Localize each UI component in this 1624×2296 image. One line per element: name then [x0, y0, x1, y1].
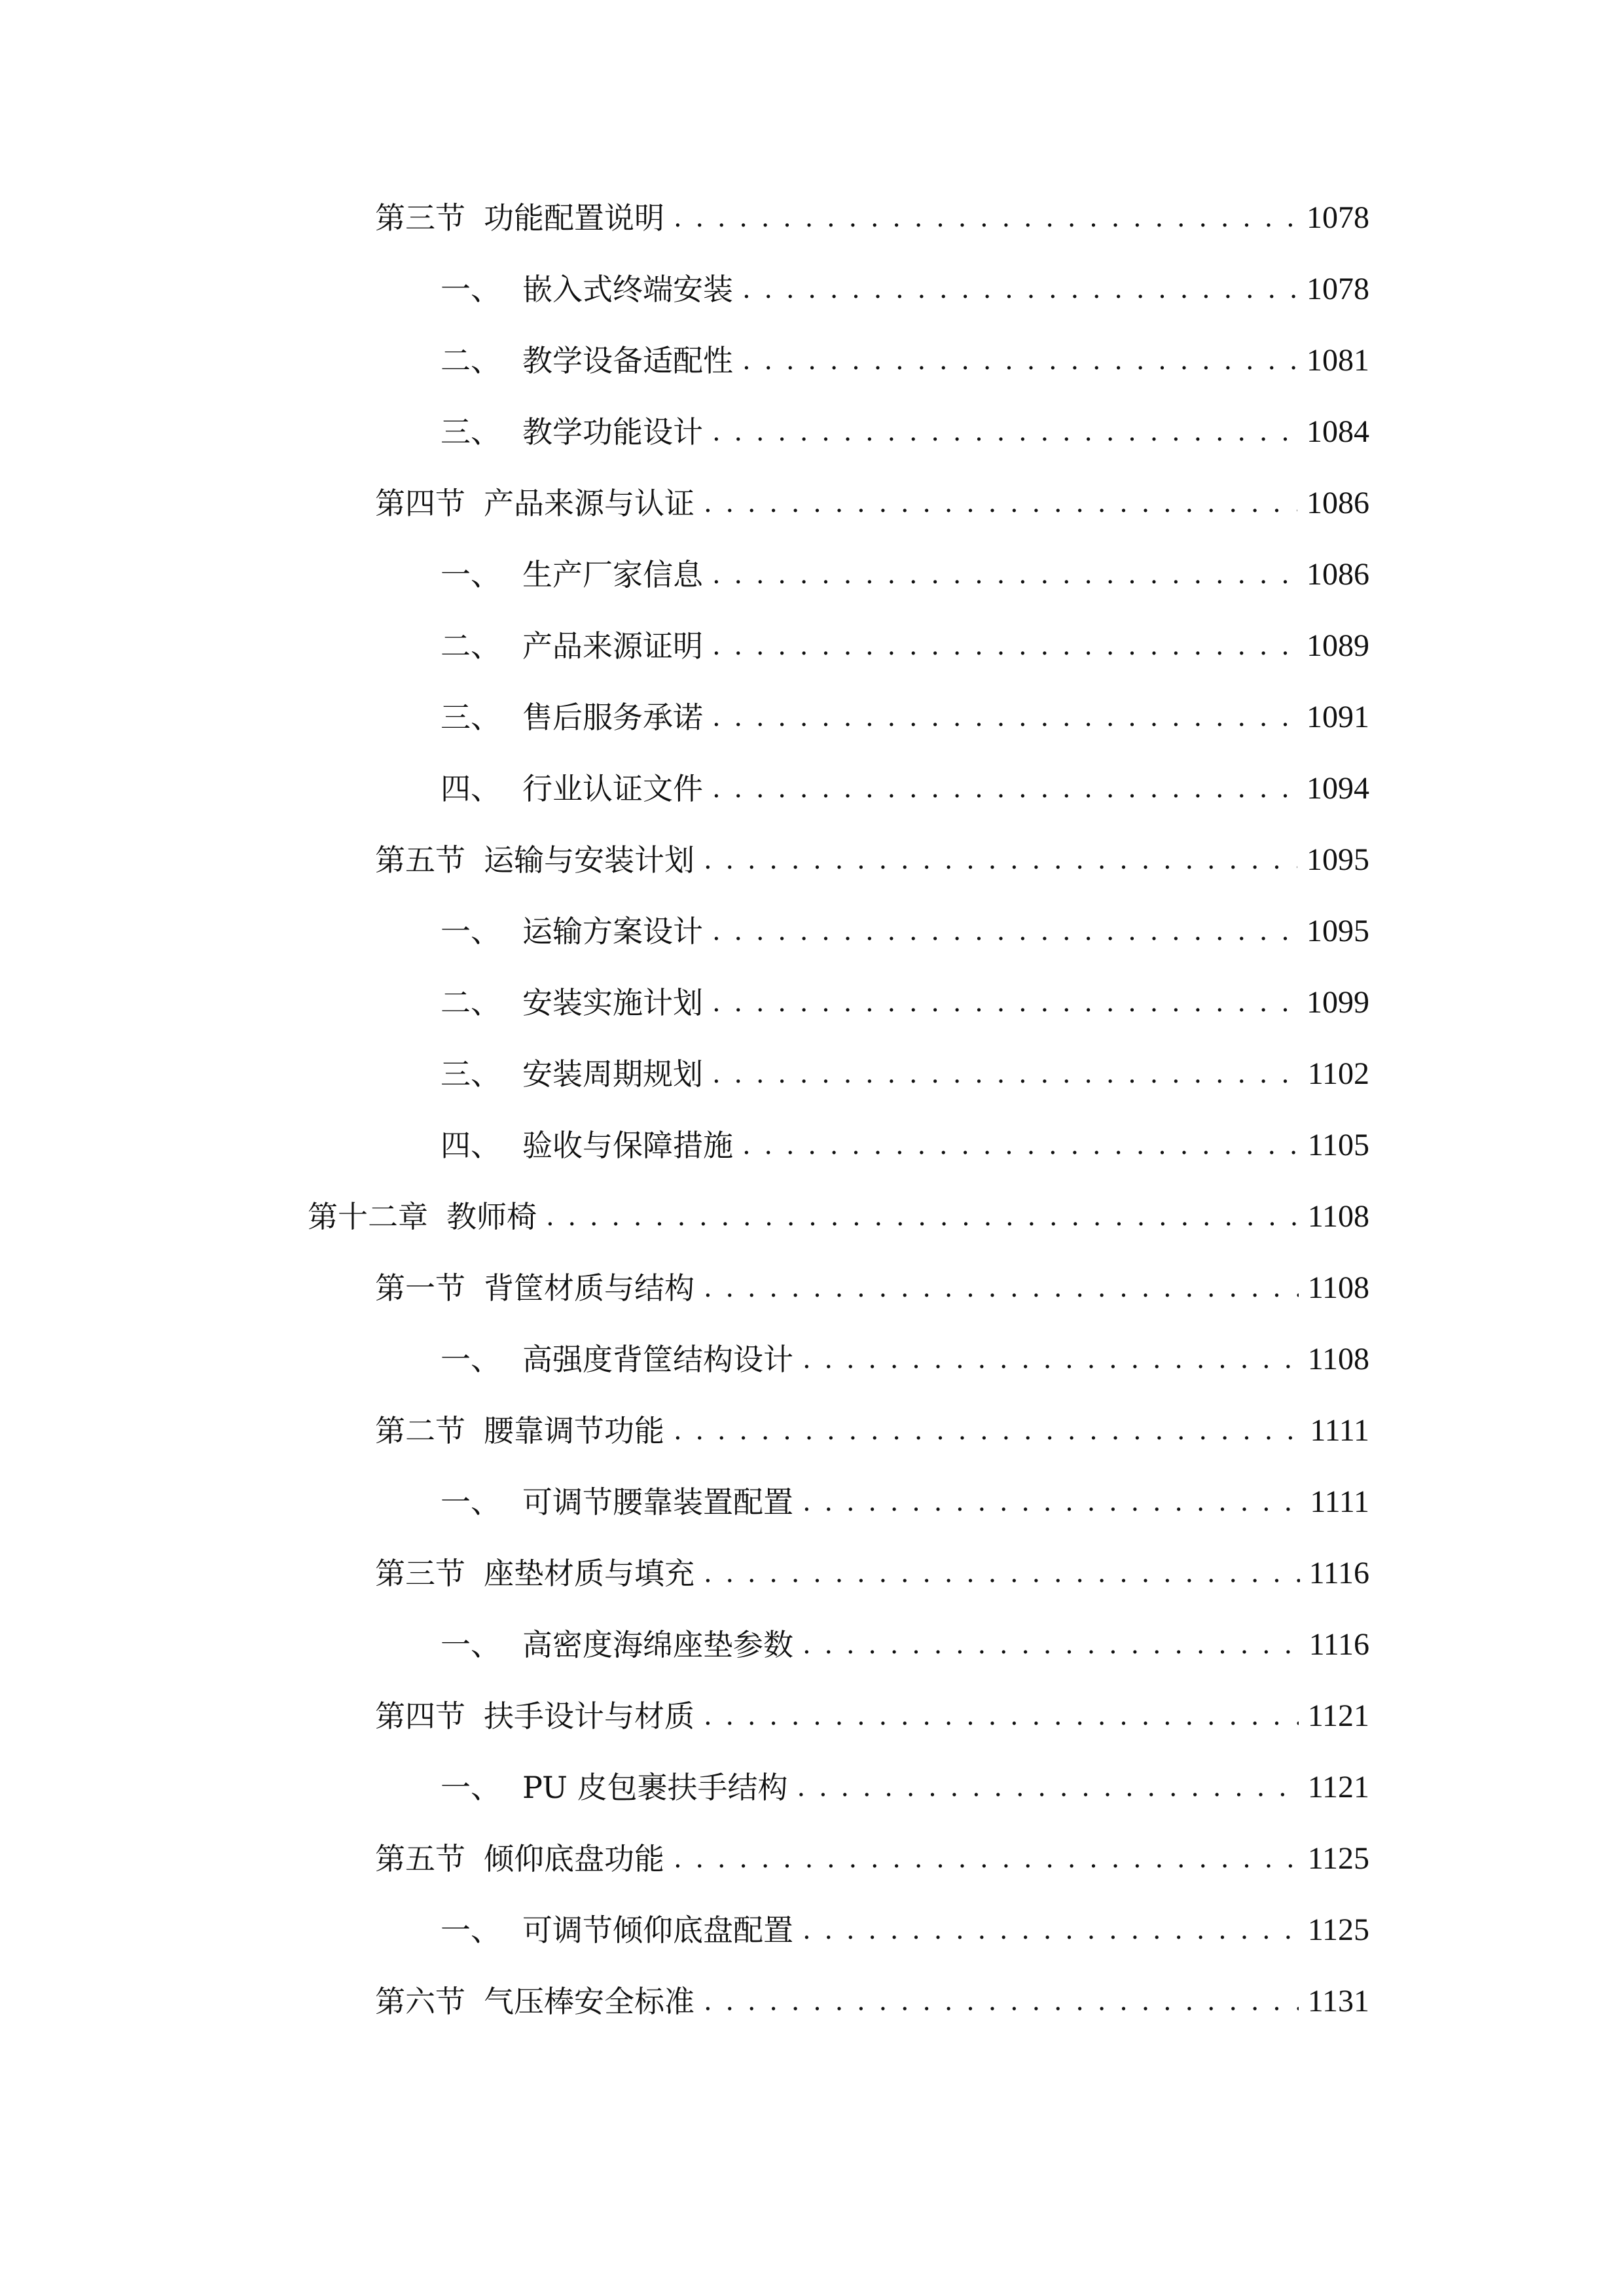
dot-leader [704, 477, 1297, 529]
toc-entry-title: 运输与安装计划 [484, 842, 695, 878]
toc-entry-number: 二、 [441, 343, 501, 378]
toc-entry-title: 扶手设计与材质 [484, 1698, 695, 1734]
toc-entry-title: 安装周期规划 [522, 1056, 703, 1092]
toc-entry[interactable] [441, 905, 1369, 958]
dot-leader [712, 548, 1297, 601]
toc-entry-page: 1084 [1307, 414, 1369, 449]
toc-entry-page: 1108 [1307, 1199, 1369, 1234]
toc-entry[interactable] [441, 406, 1369, 458]
toc-entry-page: 1099 [1307, 985, 1369, 1020]
toc-entry-title: 行业认证文件 [522, 771, 703, 806]
dot-leader [704, 1262, 1299, 1314]
toc-entry-number: 一、 [441, 914, 501, 949]
toc-entry-page: 1086 [1307, 486, 1369, 520]
dot-leader [712, 977, 1297, 1029]
dot-leader [712, 406, 1297, 458]
toc-entry-title: 可调节腰靠装置配置 [522, 1484, 793, 1520]
toc-entry-page: 1125 [1307, 1841, 1369, 1876]
dot-leader [742, 334, 1297, 387]
toc-entry[interactable] [375, 1405, 1369, 1457]
dot-leader [803, 1619, 1300, 1671]
dot-leader [712, 762, 1297, 815]
toc-entry-number: 第二节 [375, 1413, 465, 1448]
toc-entry[interactable] [375, 192, 1369, 244]
toc-entry-page: 1111 [1310, 1413, 1369, 1448]
toc-entry[interactable] [375, 1690, 1369, 1742]
toc-entry[interactable] [441, 263, 1369, 315]
toc-entry[interactable] [375, 1975, 1369, 2028]
toc-entry-page: 1111 [1310, 1484, 1369, 1519]
toc-entry-page: 1089 [1307, 628, 1369, 663]
dot-leader [712, 691, 1297, 744]
dot-leader [803, 1904, 1299, 1956]
dot-leader [803, 1333, 1299, 1386]
dot-leader [546, 1191, 1299, 1243]
toc-entry-title: 高密度海绵座垫参数 [522, 1627, 793, 1662]
toc-entry[interactable] [375, 477, 1369, 529]
toc-entry-page: 1131 [1307, 1984, 1369, 2018]
toc-entry-title: 验收与保障措施 [522, 1128, 733, 1163]
toc-entry[interactable] [441, 620, 1369, 672]
toc-entry-number: 第四节 [375, 1698, 465, 1734]
toc-entry-page: 1105 [1307, 1128, 1369, 1162]
dot-leader [704, 1547, 1300, 1600]
toc-entry-page: 1078 [1307, 272, 1369, 306]
toc-entry-page: 1121 [1307, 1698, 1369, 1733]
toc-entry[interactable] [375, 1547, 1369, 1600]
toc-entry-title: 教学功能设计 [522, 414, 703, 450]
toc-entry-title: 座垫材质与填充 [484, 1556, 695, 1591]
dot-leader [674, 1405, 1301, 1457]
toc-entry-page: 1081 [1307, 343, 1369, 378]
toc-entry-title: 运输方案设计 [522, 914, 703, 949]
toc-entry-page: 1095 [1307, 914, 1369, 948]
dot-leader [797, 1761, 1299, 1814]
toc-entry-page: 1108 [1307, 1342, 1369, 1376]
toc-entry[interactable] [441, 691, 1369, 744]
toc-entry-title: 产品来源证明 [522, 628, 703, 664]
toc-entry-page: 1078 [1307, 200, 1369, 235]
toc-entry[interactable] [441, 1119, 1369, 1172]
toc-entry-title: 气压棒安全标准 [484, 1984, 695, 2019]
toc-entry-title: 生产厂家信息 [522, 557, 703, 592]
toc-entry-number: 第六节 [375, 1984, 465, 2019]
toc-entry-number: 第三节 [375, 1556, 465, 1591]
toc-entry-number: 二、 [441, 628, 501, 664]
toc-entry-title: 嵌入式终端安装 [522, 272, 733, 307]
toc-entry-title: 倾仰底盘功能 [484, 1841, 664, 1876]
toc-entry-title: 可调节倾仰底盘配置 [522, 1912, 793, 1948]
toc-entry-number: 一、 [441, 1912, 501, 1948]
dot-leader [712, 905, 1297, 958]
toc-entry-number: 一、 [441, 1627, 501, 1662]
toc-entry-title: 教师椅 [446, 1199, 537, 1234]
toc-entry-page: 1102 [1307, 1056, 1369, 1091]
toc-entry-page: 1086 [1307, 557, 1369, 592]
dot-leader [704, 1690, 1299, 1742]
toc-entry-number: 一、 [441, 1770, 501, 1805]
toc-entry-number: 一、 [441, 557, 501, 592]
toc-entry[interactable] [441, 762, 1369, 815]
toc-entry-number: 第五节 [375, 1841, 465, 1876]
toc-entry-number: 第五节 [375, 842, 465, 878]
toc-entry[interactable] [375, 1262, 1369, 1314]
toc-entry[interactable] [441, 548, 1369, 601]
toc-entry-number: 一、 [441, 272, 501, 307]
toc-entry-number: 一、 [441, 1484, 501, 1520]
toc-entry-title: 售后服务承诺 [522, 700, 703, 735]
dot-leader [742, 1119, 1299, 1172]
dot-leader [712, 1048, 1299, 1100]
toc-entry-number: 第四节 [375, 486, 465, 521]
toc-entry[interactable] [375, 1833, 1369, 1885]
toc-entry-page: 1095 [1307, 842, 1369, 877]
toc-entry-number: 二、 [441, 985, 501, 1020]
dot-leader [712, 620, 1297, 672]
toc-entry[interactable] [375, 834, 1369, 886]
toc-entry-page: 1091 [1307, 700, 1369, 734]
toc-entry-title: 腰靠调节功能 [484, 1413, 664, 1448]
toc-entry-number: 四、 [441, 771, 501, 806]
toc-entry-title: 产品来源与认证 [484, 486, 695, 521]
toc-entry[interactable] [441, 1761, 1369, 1814]
toc-entry-number: 三、 [441, 700, 501, 735]
dot-leader [803, 1476, 1301, 1528]
toc-entry-number: 三、 [441, 414, 501, 450]
toc-entry-number: 第三节 [375, 200, 465, 236]
toc-entry[interactable] [441, 1333, 1369, 1386]
toc-entry-page: 1094 [1307, 771, 1369, 806]
toc-entry-number: 一、 [441, 1342, 501, 1377]
toc-entry-number: 四、 [441, 1128, 501, 1163]
toc-entry-page: 1121 [1307, 1770, 1369, 1804]
toc-entry[interactable] [308, 1191, 1369, 1243]
toc-entry[interactable] [441, 1619, 1369, 1671]
toc-entry-title: 教学设备适配性 [522, 343, 733, 378]
toc-entry-number: 三、 [441, 1056, 501, 1092]
toc-entry[interactable] [441, 1476, 1369, 1528]
toc-entry-number: 第十二章 [308, 1199, 428, 1234]
toc-entry-title: 安装实施计划 [522, 985, 703, 1020]
toc-entry-title: 功能配置说明 [484, 200, 664, 236]
toc-entry-title: PU 皮包裹扶手结构 [522, 1770, 788, 1805]
toc-entry-title: 高强度背筐结构设计 [522, 1342, 793, 1377]
toc-entry-page: 1116 [1308, 1627, 1369, 1662]
dot-leader [742, 263, 1297, 315]
toc-entry-page: 1108 [1307, 1270, 1369, 1305]
toc-entry[interactable] [441, 977, 1369, 1029]
dot-leader [704, 834, 1297, 886]
toc-entry[interactable] [441, 1048, 1369, 1100]
toc-entry-page: 1116 [1308, 1556, 1369, 1590]
dot-leader [674, 192, 1297, 244]
toc-entry-page: 1125 [1307, 1912, 1369, 1947]
toc-entry[interactable] [441, 1904, 1369, 1956]
toc-entry-title: 背筐材质与结构 [484, 1270, 695, 1306]
dot-leader [674, 1833, 1299, 1885]
dot-leader [704, 1975, 1299, 2028]
toc-entry-number: 第一节 [375, 1270, 465, 1306]
toc-entry[interactable] [441, 334, 1369, 387]
